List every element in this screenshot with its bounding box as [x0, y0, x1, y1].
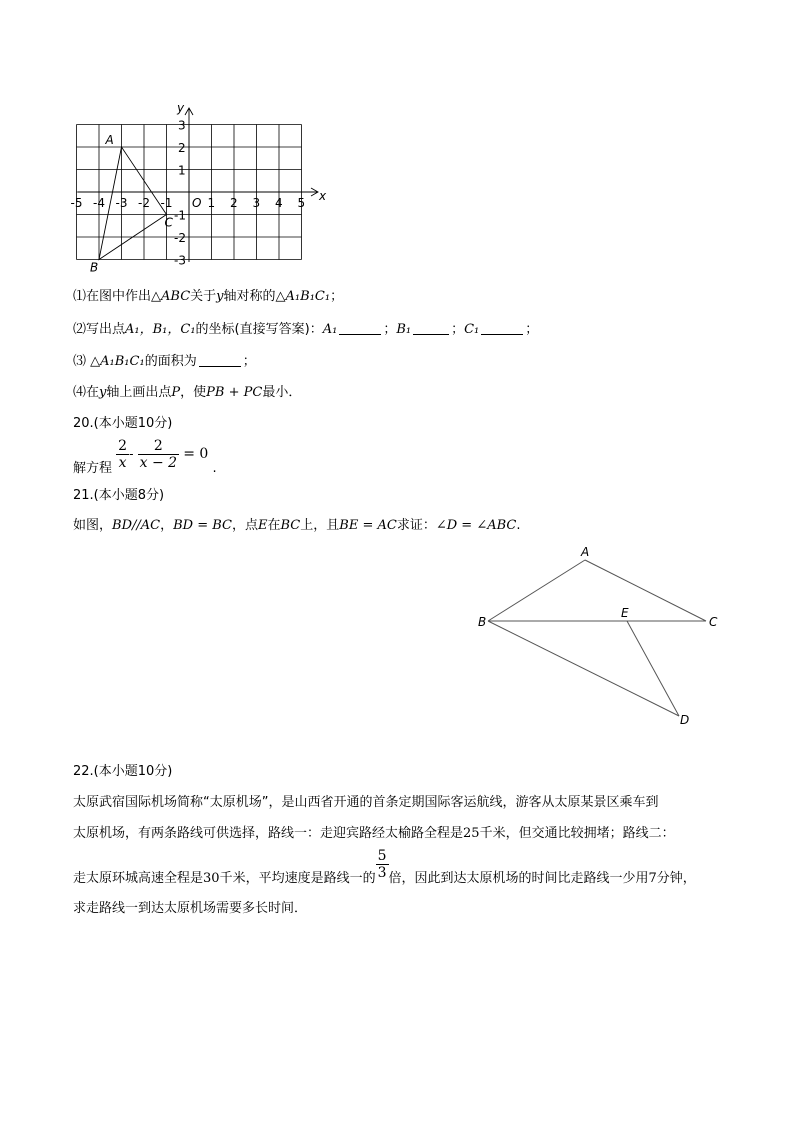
q19-p1-axis: y — [216, 289, 224, 304]
q22-minutes: 7 — [648, 871, 657, 886]
q20-header: 20.(本小题10分) — [73, 416, 173, 431]
triangle-abc — [99, 147, 167, 260]
q22-line2 — [73, 825, 675, 843]
segment-bd — [488, 621, 679, 716]
q22-line2-pre: 太原机场，有两条路线可供选择，路线一：走迎宾路经太榆路全程是 — [73, 826, 464, 841]
q19-p4-point: P — [171, 385, 181, 400]
q19-part3 — [73, 353, 256, 371]
point-label-a: A — [105, 133, 114, 147]
q19-p1-text-post: 轴对称的 — [223, 289, 276, 304]
q20-frac2-denominator: x − 2 — [139, 455, 178, 471]
y-tick-label: 2 — [178, 141, 186, 155]
q21-point-e: E — [258, 518, 268, 533]
q22-frac-denominator: 3 — [377, 865, 387, 881]
x-tick-label: 5 — [297, 196, 306, 210]
x-tick-label: -4 — [93, 196, 105, 210]
q21-condition-3: BE = AC — [339, 518, 397, 533]
label-e: E — [621, 606, 629, 620]
coordinate-grid-figure — [60, 100, 340, 280]
q22-distance-1: 25 — [463, 826, 480, 841]
q19-p2-text: ⑵写出点 — [73, 322, 126, 337]
q19-p1-triangle: △ABC — [151, 289, 191, 304]
q20-fraction-2 — [138, 438, 179, 471]
q19-p2-sep: ； — [451, 322, 465, 337]
q19-p4-axis: y — [99, 385, 107, 400]
q21-text-mid3: 上，且 — [300, 518, 340, 533]
y-tick-label: -3 — [174, 253, 186, 268]
y-tick-label: 1 — [178, 163, 186, 178]
q19-p2-points: A₁，B₁，C₁ — [125, 322, 196, 337]
q21-statement — [73, 517, 520, 535]
x-tick-label: 3 — [252, 196, 261, 210]
triangle-abc-polygon — [99, 147, 167, 260]
q19-p1-end: ； — [330, 289, 344, 304]
q20-frac1-denominator: x — [116, 454, 129, 471]
label-d: D — [680, 713, 690, 727]
q19-p4-text-mid: 轴上画出点 — [106, 385, 172, 400]
q19-p2-c1-label: C₁ — [464, 322, 480, 337]
x-tick-label: 2 — [230, 196, 238, 210]
q22-header: 22.(本小题10分) — [73, 764, 173, 779]
x-tick-label: O — [192, 196, 202, 210]
q19-p1-text: ⑴在图中作出 — [73, 289, 152, 304]
answer-blank-c1[interactable] — [481, 322, 523, 335]
point-label-b: B — [90, 260, 99, 275]
q19-p3-end: ； — [242, 354, 256, 369]
q19-p2-sep: ； — [525, 322, 539, 337]
q22-line2-post: 千米，但交通比较拥堵；路线二： — [479, 826, 675, 841]
q19-part2 — [73, 321, 538, 339]
x-tick-label: 1 — [207, 196, 216, 210]
q19-part4 — [73, 384, 301, 402]
q22-frac-numerator: 5 — [377, 848, 387, 864]
q21-text-pre: 如图， — [73, 518, 113, 533]
q19-p2-a1-label: A₁ — [322, 322, 338, 337]
q21-goal: ∠D = ∠ABC — [435, 518, 517, 533]
x-tick-label: -1 — [160, 196, 173, 210]
q20-fraction-1 — [116, 438, 129, 471]
q19-p2-sep: ； — [383, 322, 397, 337]
x-tick-label: -2 — [138, 196, 150, 210]
q22-line3-pre: 走太原环城高速全程是 — [73, 871, 204, 886]
q22-line1: 太原武宿国际机场简称“太原机场”，是山西省开通的首条定期国际客运航线，游客从太原某景区乘车到 — [73, 795, 659, 810]
answer-blank-b1[interactable] — [413, 322, 449, 335]
q22-distance-2: 30 — [203, 871, 220, 886]
segment-ed — [627, 621, 679, 716]
q21-comma: ， — [160, 518, 174, 533]
segment-ac — [585, 560, 706, 621]
x-tick-label: -5 — [70, 196, 83, 210]
q21-text-mid: ，点 — [231, 518, 258, 533]
q21-text-mid4: 求证： — [396, 518, 436, 533]
q22-line3-mid2: 倍，因此到达太原机场的时间比走路线一少用 — [388, 871, 649, 886]
y-axis-label: y — [177, 101, 185, 115]
q20-equation — [73, 438, 217, 476]
answer-blank-area[interactable] — [199, 354, 241, 367]
q19-part1 — [73, 288, 343, 306]
x-tick-label: -3 — [115, 196, 128, 210]
q19-p2-b1-label: B₁ — [396, 322, 412, 337]
q19-p1-text-mid: 关于 — [190, 289, 217, 304]
q20-end: . — [212, 461, 217, 476]
y-tick-label: 3 — [178, 118, 186, 133]
segment-ab — [488, 560, 585, 621]
q19-p3-triangle: △A₁B₁C₁ — [90, 354, 145, 369]
q22-line3-post: 分钟， — [656, 871, 696, 886]
q21-text-mid2: 在 — [267, 518, 281, 533]
q19-p2-text-mid: 的坐标(直接写答案)： — [195, 322, 323, 337]
geometry-figure-q21 — [470, 540, 730, 735]
label-a: A — [581, 545, 590, 559]
q21-segment-bc: BC — [280, 518, 301, 533]
q19-p3-text: ⑶ — [73, 354, 87, 369]
label-c: C — [709, 615, 718, 629]
q20-minus: - — [129, 447, 134, 462]
q20-frac1-numerator: 2 — [118, 438, 128, 454]
y-tick-label: -1 — [174, 208, 186, 223]
q19-p1-triangle2: △A₁B₁C₁ — [275, 289, 331, 304]
q20-equals-zero: = 0 — [183, 446, 209, 462]
q20-lead: 解方程 — [73, 461, 113, 476]
q22-line3 — [73, 848, 696, 886]
label-b: B — [478, 615, 487, 629]
q22-line4: 求走路线一到达太原机场需要多长时间． — [73, 901, 308, 916]
q21-header: 21.(本小题8分) — [73, 488, 165, 503]
q21-condition-2: BD = BC — [173, 518, 232, 533]
q22-line3-mid: 千米，平均速度是路线一的 — [219, 871, 376, 886]
q19-p4-text: ⑷在 — [73, 385, 100, 400]
x-tick-label: 4 — [275, 196, 283, 210]
x-axis-label: x — [319, 189, 327, 203]
q19-p4-expression: PB + PC — [206, 385, 263, 400]
q19-p4-text-mid2: ，使 — [180, 385, 207, 400]
point-label-c: C — [164, 215, 173, 230]
q22-fraction — [376, 848, 389, 881]
q19-p3-text-post: 的面积为 — [144, 354, 197, 369]
q19-p4-end: 最小． — [262, 385, 302, 400]
q21-end: . — [516, 518, 521, 533]
q21-condition-1: BD//AC — [112, 518, 161, 533]
answer-blank-a1[interactable] — [339, 322, 381, 335]
y-tick-label: -2 — [174, 231, 186, 245]
q20-frac2-numerator: 2 — [153, 438, 163, 454]
